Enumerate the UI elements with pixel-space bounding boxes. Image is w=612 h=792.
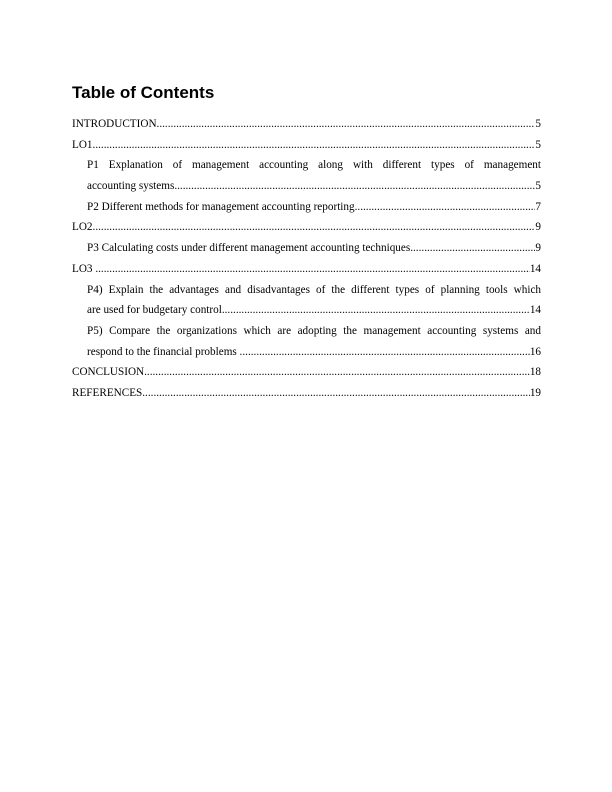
toc-dot-leader [93, 217, 536, 238]
toc-entry-introduction[interactable] [72, 114, 541, 135]
toc-entry-p5[interactable] [72, 321, 541, 362]
toc-entry-label-line1: P1 Explanation of management accounting along with different types of management [87, 159, 541, 172]
toc-page-number: 16 [529, 345, 541, 358]
toc-entry-lo3[interactable] [72, 259, 541, 280]
toc-entry-label: P3 Calculating costs under different management accounting techniques [87, 242, 411, 255]
toc-entry-label: REFERENCES [72, 386, 143, 399]
toc-page-number: 14 [529, 262, 541, 275]
toc-dot-leader [142, 383, 530, 404]
toc-page-number: 5 [535, 180, 541, 193]
toc-entry-lo1[interactable] [72, 135, 541, 156]
table-of-contents [72, 114, 541, 404]
toc-dot-leader [174, 176, 535, 197]
toc-title: Table of Contents [72, 83, 215, 102]
toc-page-number: 5 [535, 118, 541, 130]
toc-page-number: 9 [535, 242, 541, 255]
toc-dot-leader [410, 238, 535, 259]
toc-entry-p4[interactable] [72, 280, 541, 321]
toc-entry-label-line1: P5) Compare the organizations which are adopting the management accounting systems and [87, 324, 541, 337]
toc-dot-leader [157, 114, 536, 135]
toc-entry-p1[interactable] [72, 155, 541, 196]
toc-entry-label-line2: respond to the financial problems [87, 345, 240, 358]
toc-dot-leader [144, 362, 530, 383]
toc-entry-label-line2: are used for budgetary control [87, 304, 222, 317]
toc-page-number: 7 [535, 200, 541, 213]
toc-dot-leader [93, 135, 536, 156]
toc-entry-label-line2: accounting systems [87, 180, 175, 193]
toc-entry-references[interactable] [72, 383, 541, 404]
toc-entry-label: LO1 [72, 138, 93, 151]
toc-entry-label-line1: P4) Explain the advantages and disadvantages of the different types of planning tools which [87, 283, 541, 296]
toc-entry-label: LO3 [72, 262, 96, 275]
toc-dot-leader [222, 300, 530, 321]
toc-entry-label: P2 Different methods for management accounting reporting [87, 200, 355, 213]
toc-page-number: 14 [529, 304, 541, 317]
toc-entry-label: CONCLUSION [72, 366, 145, 379]
toc-entry-lo2[interactable] [72, 217, 541, 238]
toc-entry-label: LO2 [72, 221, 93, 234]
toc-entry-conclusion[interactable] [72, 362, 541, 383]
toc-page-number: 9 [535, 221, 541, 234]
toc-entry-p3[interactable] [72, 238, 541, 259]
toc-entry-label: INTRODUCTION [72, 118, 157, 130]
toc-page-number: 5 [535, 138, 541, 151]
toc-dot-leader [95, 259, 530, 280]
toc-dot-leader [355, 197, 536, 218]
toc-entry-p2[interactable] [72, 197, 541, 218]
toc-page-number: 18 [529, 366, 541, 379]
toc-dot-leader [240, 342, 530, 363]
toc-page-number: 19 [529, 386, 541, 399]
